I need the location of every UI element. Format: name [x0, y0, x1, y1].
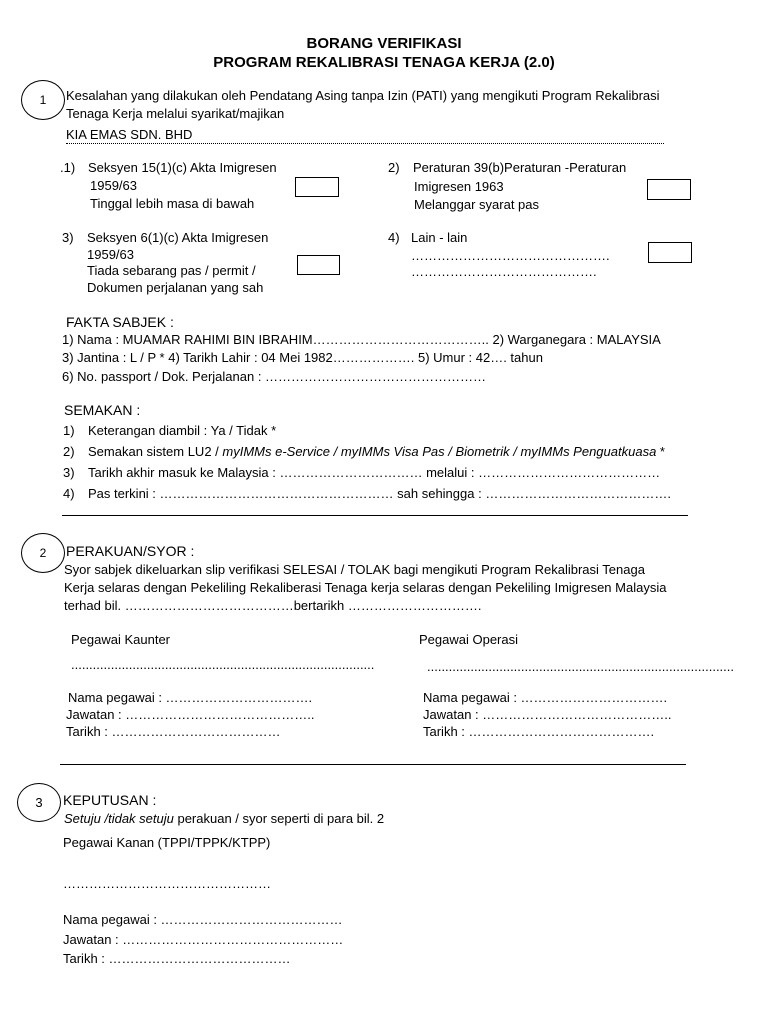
offence-4-number: 4) [388, 230, 400, 245]
semakan-item-4-number: 4) [63, 486, 75, 501]
pegawai-kanan-tarikh: Tarikh : …………………………………… [63, 951, 291, 966]
fakta-row-2: 3) Jantina : L / P * 4) Tarikh Lahir : 04 Mei 1982………………. 5) Umur : 42…. tahun [62, 350, 543, 365]
fakta-heading: FAKTA SABJEK : [66, 314, 174, 330]
offence-3-number: 3) [62, 230, 74, 245]
offence-4-checkbox[interactable] [648, 242, 692, 263]
pegawai-operasi-label: Pegawai Operasi [419, 632, 518, 647]
offence-3-line-4: Dokumen perjalanan yang sah [87, 280, 264, 295]
offence-2-checkbox[interactable] [647, 179, 691, 200]
keputusan-rest: perakuan / syor seperti di para bil. 2 [173, 811, 385, 826]
pegawai-kaunter-tarikh: Tarikh : ………………………………… [66, 724, 281, 739]
pegawai-kaunter-signature: .................................................................................... [71, 657, 375, 672]
section-1-number: 1 [39, 93, 47, 107]
offence-2-number: 2) [388, 160, 400, 175]
pegawai-kanan-label: Pegawai Kanan (TPPI/TPPK/KTPP) [63, 835, 271, 850]
offence-4-line-1: Lain - lain [411, 230, 468, 245]
section-3-number: 3 [35, 795, 43, 810]
perakuan-heading: PERAKUAN/SYOR : [66, 543, 195, 559]
pegawai-kaunter-jawatan: Jawatan : …………………………………….. [66, 707, 315, 722]
fakta-row-1: 1) Nama : MUAMAR RAHIMI BIN IBRAHIM………………………………….. 2) Warganegara : MALAYSIA [62, 332, 661, 347]
offence-3-line-1: Seksyen 6(1)(c) Akta Imigresen [87, 230, 269, 245]
offence-2-line-1: Peraturan 39(b)Peraturan -Peraturan [413, 160, 627, 175]
keputusan-heading: KEPUTUSAN : [63, 792, 157, 808]
fakta-row-3: 6) No. passport / Dok. Perjalanan : …………………………………………… [62, 369, 487, 384]
company-name: KIA EMAS SDN. BHD [66, 127, 193, 142]
pegawai-operasi-tarikh: Tarikh : ……………………………………. [423, 724, 655, 739]
semakan-item-2-suffix: * [656, 444, 665, 459]
pegawai-kanan-nama: Nama pegawai : …………………………………… [63, 912, 343, 927]
offence-3-line-2: 1959/63 [87, 247, 134, 262]
offence-3-line-3: Tiada sebarang pas / permit / [87, 263, 256, 278]
semakan-item-3: Tarikh akhir masuk ke Malaysia : …………………………… melalui : …………………………………… [88, 465, 661, 480]
offence-2-line-2: Imigresen 1963 [414, 179, 504, 194]
section-1-intro-line-2: Tenaga Kerja melalui syarikat/majikan [66, 106, 285, 121]
offence-1-number: .1) [60, 160, 76, 175]
semakan-item-1: Keterangan diambil : Ya / Tidak * [88, 423, 277, 438]
semakan-item-4: Pas terkini : ……………………………………………… sah sehingga : ……………………………………. [88, 486, 671, 501]
semakan-item-2-prefix: Semakan sistem LU2 / [88, 444, 223, 459]
offence-1-line-3: Tinggal lebih masa di bawah [90, 196, 255, 211]
form-subtitle: PROGRAM REKALIBRASI TENAGA KERJA (2.0) [213, 54, 555, 71]
section-divider-1 [62, 515, 688, 516]
form-title: BORANG VERIFIKASI [306, 35, 462, 52]
semakan-item-2-systems: myIMMs e-Service / myIMMs Visa Pas / Biometrik / myIMMs Penguatkuasa [222, 444, 657, 459]
offence-1-line-1: Seksyen 15(1)(c) Akta Imigresen [88, 160, 277, 175]
semakan-item-2 [88, 444, 665, 459]
offence-4-line-3: ……………………………………. [411, 264, 597, 279]
section-divider-2 [60, 764, 686, 765]
company-underline [66, 143, 664, 144]
perakuan-line-2: Kerja selaras dengan Pekeliling Rekaliberasi Tenaga kerja selaras dengan Pekeliling Imigresen Malaysia [64, 580, 667, 595]
keputusan-statement [64, 811, 384, 826]
pegawai-kaunter-label: Pegawai Kaunter [71, 632, 171, 647]
perakuan-line-1: Syor sabjek dikeluarkan slip verifikasi SELESAI / TOLAK bagi mengikuti Program Rekalibrasi Tenaga [64, 562, 645, 577]
semakan-item-2-number: 2) [63, 444, 75, 459]
offence-2-line-3: Melanggar syarat pas [414, 197, 540, 212]
semakan-item-1-number: 1) [63, 423, 75, 438]
pegawai-operasi-jawatan: Jawatan : …………………………………….. [423, 707, 672, 722]
keputusan-choice: Setuju /tidak setuju [64, 811, 174, 826]
section-2-number: 2 [39, 546, 47, 560]
perakuan-line-3: terhad bil. …………………………………bertarikh …………………………. [64, 598, 482, 613]
offence-4-line-2: ………………………………………. [411, 248, 610, 263]
pegawai-operasi-signature: ..................................................................................... [427, 659, 735, 674]
pegawai-operasi-nama: Nama pegawai : ……………………………. [423, 690, 668, 705]
pegawai-kanan-jawatan: Jawatan : …………………………………………… [63, 932, 344, 947]
offence-1-checkbox[interactable] [295, 177, 339, 197]
semakan-item-3-number: 3) [63, 465, 75, 480]
pegawai-kaunter-nama: Nama pegawai : ……………………………. [68, 690, 313, 705]
semakan-heading: SEMAKAN : [64, 402, 141, 418]
section-1-intro-line-1: Kesalahan yang dilakukan oleh Pendatang Asing tanpa Izin (PATI) yang mengikuti Program Rekalibrasi [66, 88, 660, 103]
section-3-number-circle [17, 783, 61, 822]
section-1-number-circle [21, 80, 65, 120]
section-2-number-circle [21, 533, 65, 573]
pegawai-kanan-signature: ………………………………………… [63, 876, 271, 891]
offence-3-checkbox[interactable] [297, 255, 340, 275]
offence-1-line-2: 1959/63 [90, 178, 137, 193]
